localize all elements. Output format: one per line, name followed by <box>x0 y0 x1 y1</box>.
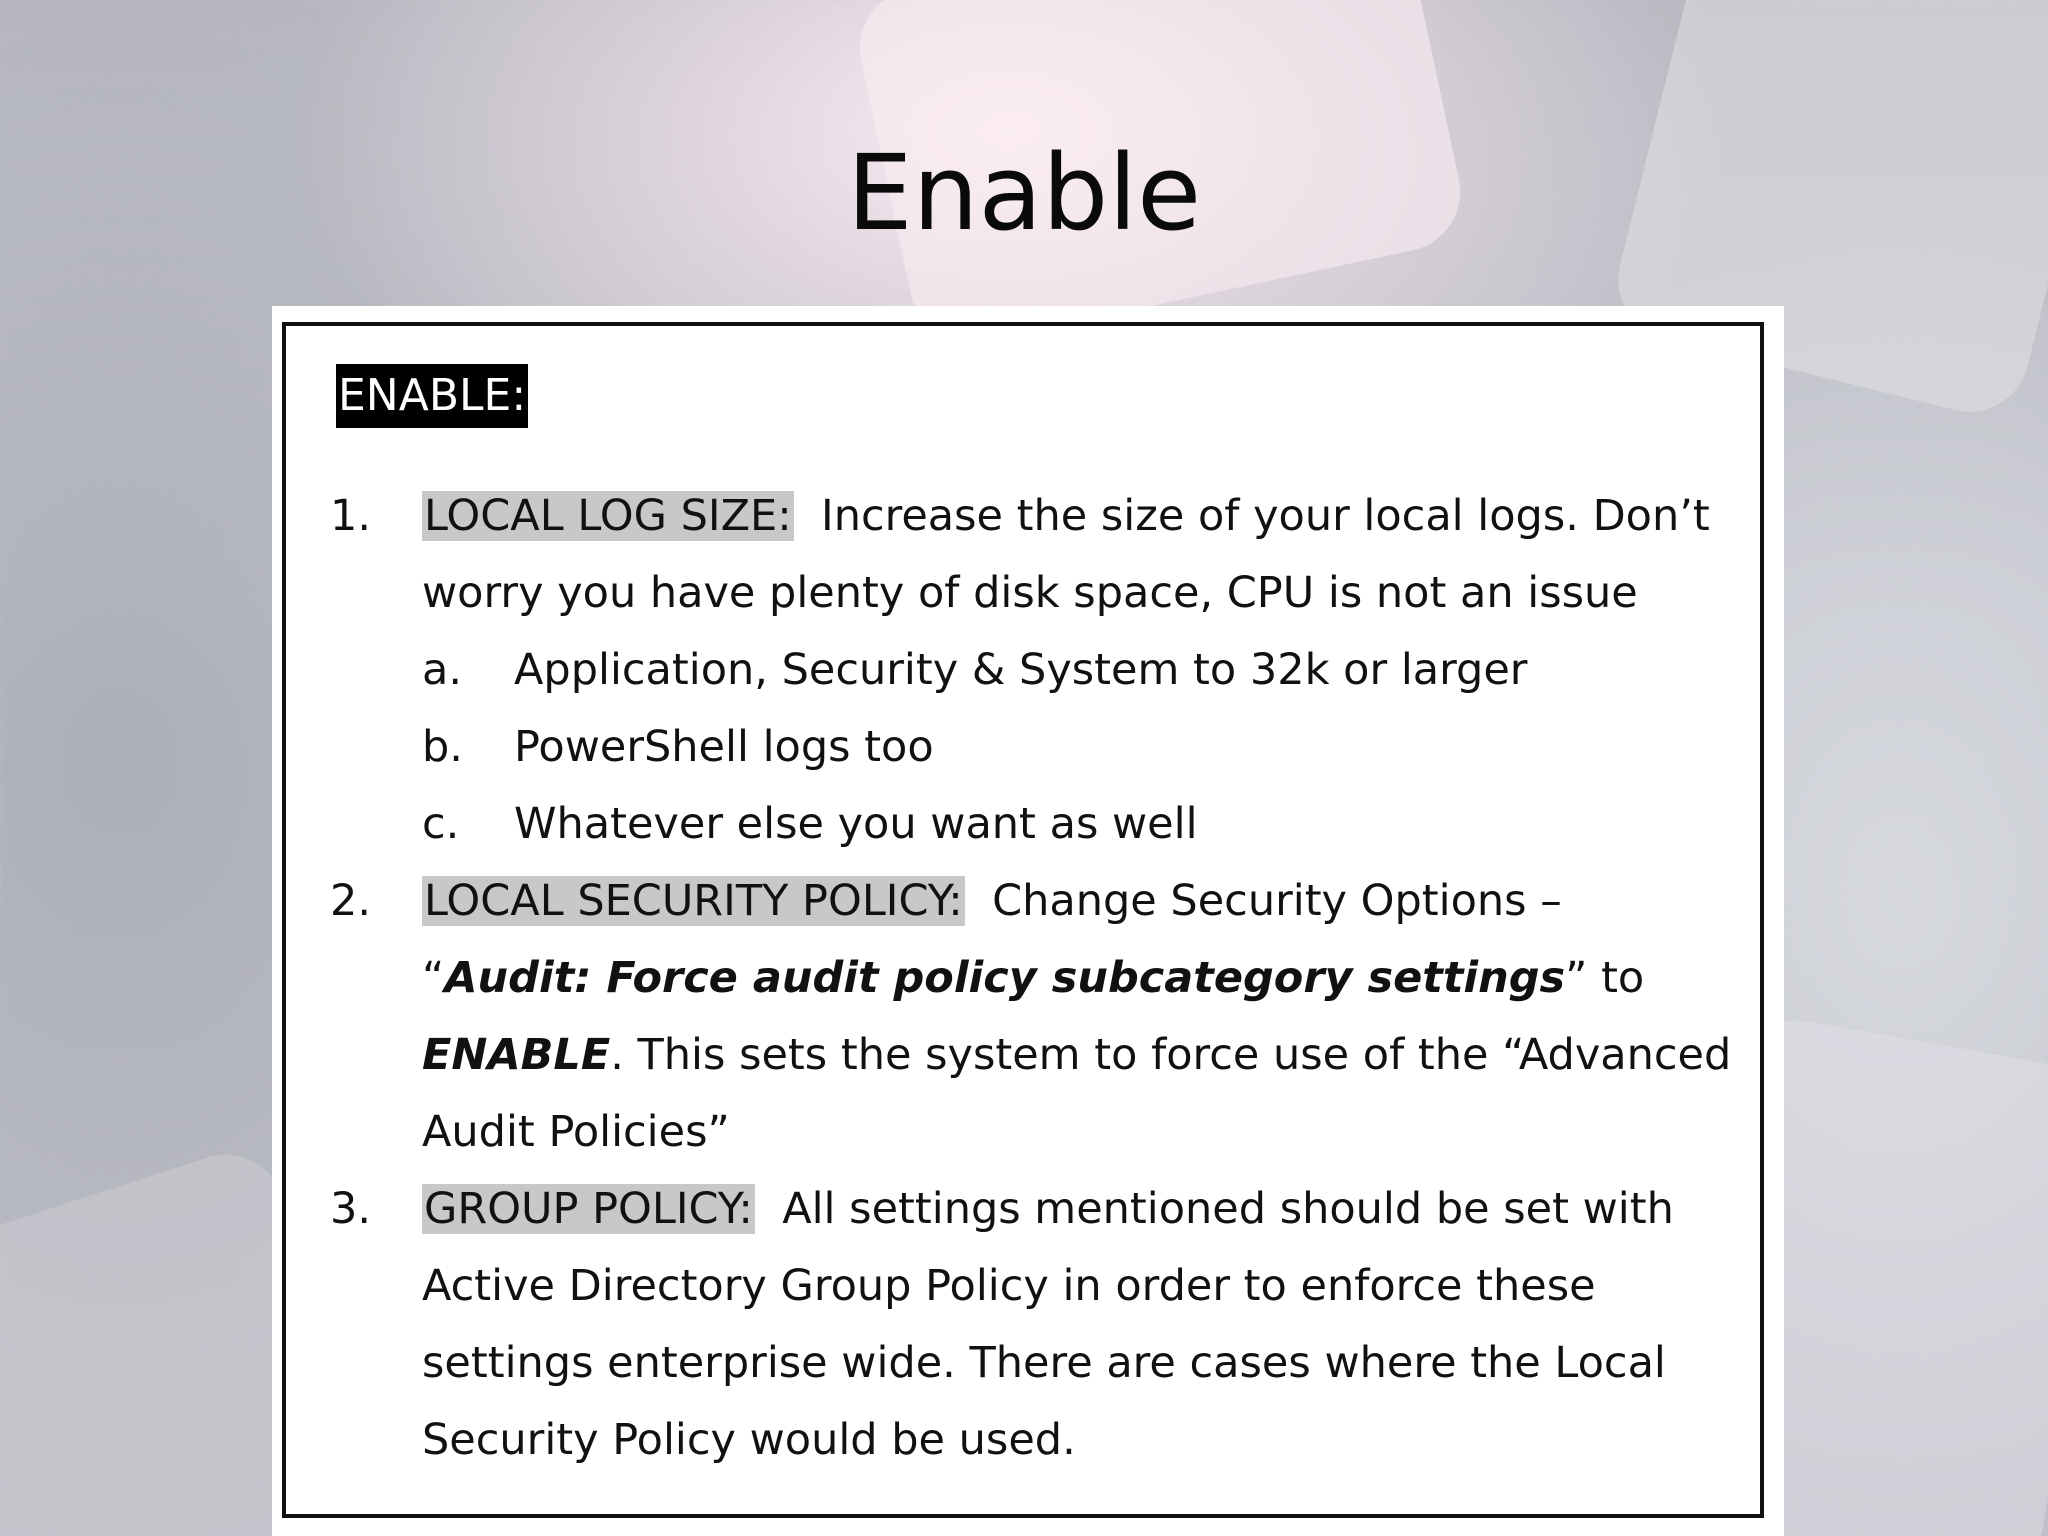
enable-list <box>330 478 1740 1479</box>
list-item-local-log-size <box>330 478 1740 632</box>
item-text: All settings mentioned should be set with Active Directory Group Policy in order to enforce these settings enterprise wide. There are cases where the Local Security Policy would be used. <box>422 1184 1674 1465</box>
item-number: 2. <box>330 876 372 926</box>
document-image <box>272 306 1784 1536</box>
item-text: ” to <box>1565 953 1645 1003</box>
item-label: LOCAL SECURITY POLICY: <box>424 876 963 926</box>
slide-title: Enable <box>846 132 1202 254</box>
sub-item-letter: c. <box>422 799 460 849</box>
sub-item-letter: a. <box>422 645 463 695</box>
sub-item-text: Application, Security & System to 32k or larger <box>514 645 1528 695</box>
item-emphasis-setting: Audit: Force audit policy subcategory settings <box>444 953 1566 1003</box>
sub-item-text: Whatever else you want as well <box>514 799 1198 849</box>
document-box <box>282 322 1764 1518</box>
enable-heading: ENABLE: <box>336 364 528 428</box>
list-item-group-policy <box>330 1171 1740 1479</box>
item-number: 1. <box>330 491 372 541</box>
item-number: 3. <box>330 1184 372 1234</box>
sub-item-text: PowerShell logs too <box>514 722 934 772</box>
item-text: . This sets the system to force use of the “Advanced Audit Policies” <box>422 1030 1732 1157</box>
item-label: LOCAL LOG SIZE: <box>424 491 792 541</box>
sub-item <box>330 786 1740 863</box>
sub-item <box>330 709 1740 786</box>
item-label: GROUP POLICY: <box>424 1184 753 1234</box>
sub-item-letter: b. <box>422 722 463 772</box>
item-emphasis-value: ENABLE <box>422 1030 611 1080</box>
item-text: Change Security Options – “ <box>422 876 1562 1003</box>
item-text: Increase the size of your local logs. Don’t worry you have plenty of disk space, CPU is not an issue <box>422 491 1710 618</box>
list-item-local-security-policy <box>330 863 1740 1171</box>
sub-item <box>330 632 1740 709</box>
